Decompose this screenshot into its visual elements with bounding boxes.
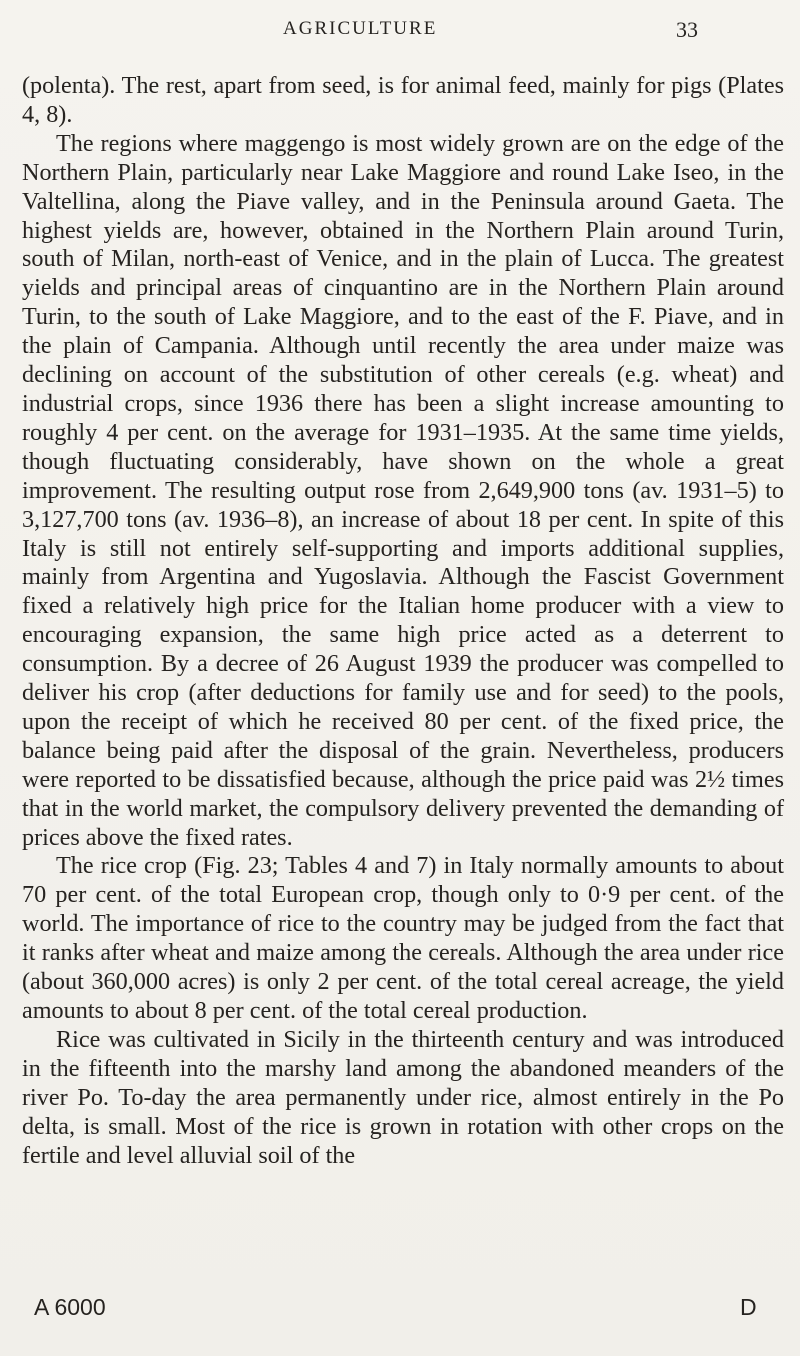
body-text	[22, 72, 784, 1170]
printer-signature-mark: A 6000	[34, 1294, 106, 1320]
paragraph-3: The rice crop (Fig. 23; Tables 4 and 7) in Italy normally amounts to about 70 per cent. of the total European crop, though only to 0·9 per cent. of the world. The importance of rice to the country may be judged from the fact that it ranks after wheat and maize among the cereals. Although the area under rice (about 360,000 acres) is only 2 per cent. of the total cereal acreage, the yield amounts to about 8 per cent. of the total cereal production.	[22, 852, 784, 1024]
paragraph-2: The regions where maggengo is most widely grown are on the edge of the Northern Plain, particularly near Lake Maggiore and round Lake Iseo, in the Valtellina, along the Piave valley, and in the Peninsula around Gaeta. The highest yields are, however, obtained in the Northern Plain around Turin, south of Milan, north-east of Venice, and in the plain of Lucca. The greatest yields and principal areas of cinquantino are in the Northern Plain around Turin, to the south of Lake Maggiore, and to the east of the F. Piave, and in the plain of Campania. Although until recently the area under maize was declining on account of the substitution of other cereals (e.g. wheat) and industrial crops, since 1936 there has been a slight increase amounting to roughly 4 per cent. on the average for 1931–1935. At the same time yields, though fluctuating considerably, have shown on the whole a great improvement. The resulting output rose from 2,649,900 tons (av. 1931–5) to 3,127,700 tons (av. 1936–8), an increase of about 18 per cent. In spite of this Italy is still not entirely self-supporting and imports additional supplies, mainly from Argentina and Yugoslavia. Although the Fascist Government fixed a relatively high price for the Italian home producer with a view to encouraging expansion, the same high price acted as a deterrent to consumption. By a decree of 26 August 1939 the producer was compelled to deliver his crop (after deductions for family use and for seed) to the pools, upon the receipt of which he received 80 per cent. of the fixed price, the balance being paid after the disposal of the grain. Nevertheless, producers were reported to be dissatisfied because, although the price paid was 2½ times that in the world market, the compulsory delivery prevented the demanding of prices above the fixed rates.	[22, 129, 784, 851]
paragraph-4: Rice was cultivated in Sicily in the thirteenth century and was introduced in the fifteenth into the marshy land among the abandoned meanders of the river Po. To-day the area permanently under rice, almost entirely in the Po delta, is small. Most of the rice is grown in rotation with other crops on the fertile and level alluvial soil of the	[22, 1025, 784, 1169]
page-footer	[0, 1294, 800, 1326]
signature-letter: D	[740, 1294, 757, 1320]
page-header	[0, 16, 800, 50]
page-number: 33	[676, 17, 698, 42]
running-head: AGRICULTURE	[283, 18, 438, 39]
paragraph-1: (polenta). The rest, apart from seed, is for animal feed, mainly for pigs (Plates 4, 8).	[22, 72, 784, 128]
